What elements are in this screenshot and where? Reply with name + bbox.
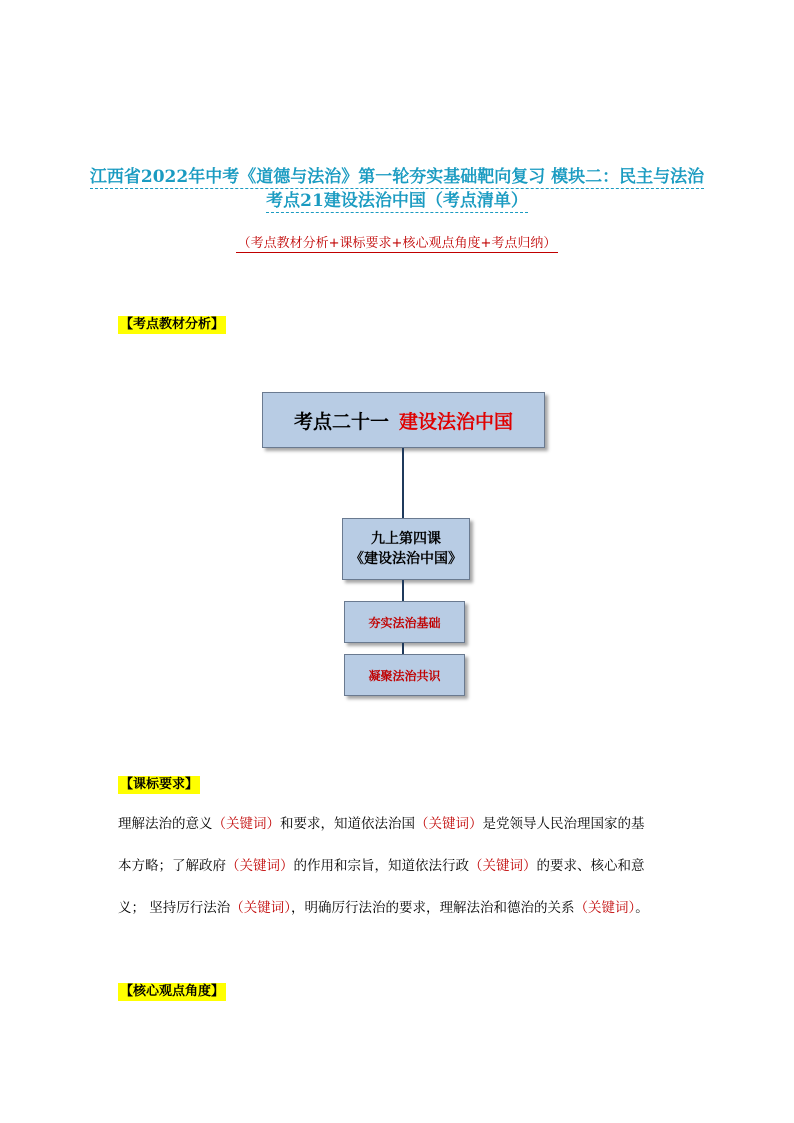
diagram-lesson-box bbox=[342, 518, 470, 580]
keyword-tag: （关键词） bbox=[469, 858, 537, 874]
curriculum-paragraph-line3: 义； 坚持厉行法治（关键词），明确厉行法治的要求，理解法治和德治的关系（关键词）。 bbox=[118, 900, 649, 916]
diagram-child-label-1: 夯实法治基础 bbox=[368, 615, 441, 630]
diagram-child-box-1 bbox=[344, 601, 465, 643]
diagram-top-box bbox=[262, 392, 545, 448]
keyword-tag: （关键词） bbox=[415, 816, 483, 832]
document-subtitle: （考点教材分析+课标要求+核心观点角度+考点归纳） bbox=[237, 236, 557, 251]
section-label-core-viewpoints: 【核心观点角度】 bbox=[120, 984, 225, 999]
diagram-connector-mid bbox=[402, 580, 404, 602]
diagram-connector-top bbox=[402, 448, 404, 518]
keyword-tag: （关键词） bbox=[574, 900, 636, 916]
document-title-line2: 考点21建设法治中国（考点清单） bbox=[266, 191, 528, 211]
diagram-child-label-2: 凝聚法治共识 bbox=[368, 668, 441, 683]
curriculum-paragraph-line2: 本方略；了解政府（关键词）的作用和宗旨，知道依法行政（关键词）的要求、核心和意 bbox=[118, 858, 645, 874]
keyword-tag: （关键词） bbox=[230, 900, 292, 916]
keyword-tag: （关键词） bbox=[212, 816, 280, 832]
diagram-top-prefix: 考点二十一 bbox=[293, 410, 389, 433]
section-label-curriculum-requirements: 【课标要求】 bbox=[120, 777, 199, 792]
diagram-top-highlight: 建设法治中国 bbox=[399, 410, 514, 433]
curriculum-paragraph-line1: 理解法治的意义（关键词）和要求，知道依法治国（关键词）是党领导人民治理国家的基 bbox=[118, 816, 645, 832]
diagram-lesson-line1: 九上第四课 bbox=[371, 531, 441, 547]
keyword-tag: （关键词） bbox=[226, 858, 294, 874]
diagram-lesson-line2: 《建设法治中国》 bbox=[350, 551, 462, 567]
section-label-textbook-analysis: 【考点教材分析】 bbox=[120, 317, 225, 332]
diagram-child-box-2 bbox=[344, 654, 465, 696]
document-title-line1: 江西省2022年中考《道德与法治》第一轮夯实基础靶向复习 模块二：民主与法治 bbox=[89, 167, 705, 187]
